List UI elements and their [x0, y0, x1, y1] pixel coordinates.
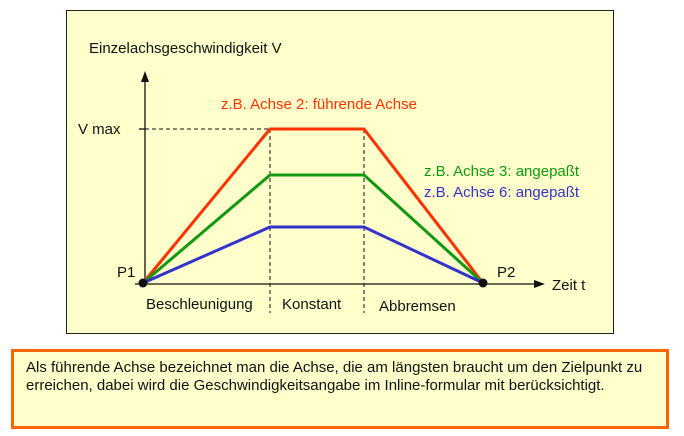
phase-label-deceleration: Abbremsen [379, 298, 456, 315]
series-label-axis-6: z.B. Achse 6: angepaßt [424, 184, 580, 201]
point-p2-label: P2 [497, 264, 516, 281]
x-axis-label: Zeit t [552, 277, 586, 294]
phase-label-acceleration: Beschleunigung [146, 296, 253, 313]
vmax-label: V max [78, 121, 121, 138]
point-p1-label: P1 [117, 264, 136, 281]
y-axis-arrow [141, 71, 149, 82]
point-p1-marker [139, 279, 148, 288]
info-box [11, 349, 669, 429]
point-p2-marker [479, 279, 488, 288]
diagram-panel [66, 10, 614, 334]
phase-label-constant: Konstant [282, 296, 342, 313]
y-axis-label: Einzelachsgeschwindigkeit V [89, 40, 282, 57]
info-text: Als führende Achse bezeichnet man die Achse, die am längsten braucht um den Zielpunkt zu erreichen, dabei wird die Geschwindigkeitsangabe im Inline-formular mit berücksichtigt. [26, 359, 643, 394]
velocity-profile-diagram [67, 11, 615, 335]
x-axis-arrow [534, 280, 545, 288]
series-label-axis-2: z.B. Achse 2: führende Achse [221, 96, 417, 113]
series-label-axis-3: z.B. Achse 3: angepaßt [424, 163, 580, 180]
